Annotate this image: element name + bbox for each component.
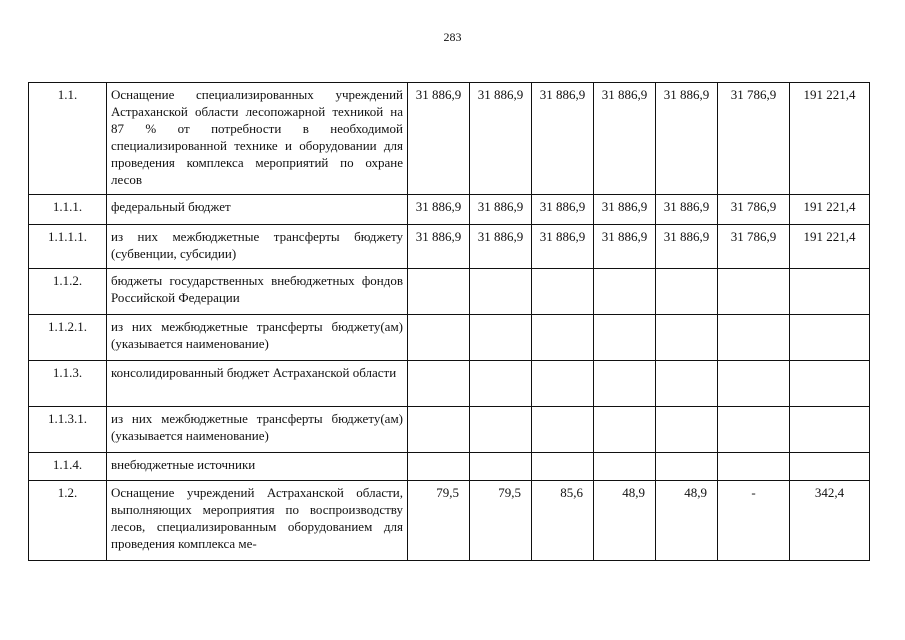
value-cell: 79,5: [408, 481, 470, 561]
total-cell: 191 221,4: [790, 225, 870, 269]
value-cell: 31 886,9: [532, 225, 594, 269]
row-description: из них межбюджетные трансферты бюджету (субвенции, субсидии): [107, 225, 408, 269]
value-cell: 31 786,9: [718, 195, 790, 225]
value-cell: [532, 269, 594, 315]
value-cell: [532, 453, 594, 481]
row-description: консолидированный бюджет Астраханской области: [107, 361, 408, 407]
table-row: [29, 453, 870, 481]
value-cell: [594, 269, 656, 315]
table-row: [29, 315, 870, 361]
value-cell: 31 886,9: [470, 225, 532, 269]
value-cell: [532, 315, 594, 361]
total-cell: 191 221,4: [790, 83, 870, 195]
budget-table: [28, 82, 870, 561]
value-cell: 31 886,9: [656, 225, 718, 269]
table-row: [29, 361, 870, 407]
value-cell: 31 786,9: [718, 83, 790, 195]
value-cell: 85,6: [532, 481, 594, 561]
table-row: [29, 481, 870, 561]
row-number: 1.1.1.1.: [29, 225, 107, 269]
value-cell: [532, 407, 594, 453]
total-cell: [790, 453, 870, 481]
value-cell: 31 886,9: [408, 83, 470, 195]
row-description: Оснащение учреждений Астраханской области, выполняющих мероприятия по воспроизводству лесов, специализированным оборудованием для проведения комплекса ме-: [107, 481, 408, 561]
value-cell: 31 886,9: [532, 83, 594, 195]
value-cell: [408, 315, 470, 361]
value-cell: [594, 407, 656, 453]
value-cell: [408, 407, 470, 453]
value-cell: 79,5: [470, 481, 532, 561]
value-cell: 48,9: [656, 481, 718, 561]
value-cell: [470, 269, 532, 315]
value-cell: [594, 453, 656, 481]
row-number: 1.1.2.1.: [29, 315, 107, 361]
value-cell: [470, 315, 532, 361]
value-cell: 31 886,9: [408, 195, 470, 225]
total-cell: [790, 407, 870, 453]
value-cell: 31 886,9: [470, 83, 532, 195]
value-cell: [532, 361, 594, 407]
row-description: бюджеты государственных внебюджетных фондов Российской Федерации: [107, 269, 408, 315]
value-cell: 31 886,9: [656, 83, 718, 195]
value-cell: [656, 269, 718, 315]
table-body: [29, 83, 870, 561]
row-description: из них межбюджетные трансферты бюджету(ам) (указывается наименование): [107, 315, 408, 361]
value-cell: 31 886,9: [594, 225, 656, 269]
total-cell: [790, 315, 870, 361]
value-cell: [408, 269, 470, 315]
value-cell: [408, 453, 470, 481]
value-cell: [470, 407, 532, 453]
row-number: 1.1.1.: [29, 195, 107, 225]
value-cell: -: [718, 481, 790, 561]
value-cell: [718, 361, 790, 407]
value-cell: [718, 407, 790, 453]
value-cell: [594, 315, 656, 361]
value-cell: [470, 361, 532, 407]
table-row: [29, 195, 870, 225]
value-cell: [656, 315, 718, 361]
row-number: 1.1.: [29, 83, 107, 195]
value-cell: [656, 407, 718, 453]
row-description: внебюджетные источники: [107, 453, 408, 481]
total-cell: [790, 269, 870, 315]
value-cell: [408, 361, 470, 407]
table-row: [29, 225, 870, 269]
value-cell: 31 886,9: [594, 83, 656, 195]
total-cell: [790, 361, 870, 407]
row-number: 1.1.3.: [29, 361, 107, 407]
row-number: 1.1.2.: [29, 269, 107, 315]
table-row: [29, 269, 870, 315]
value-cell: [470, 453, 532, 481]
table-row: [29, 407, 870, 453]
row-number: 1.1.3.1.: [29, 407, 107, 453]
value-cell: 31 886,9: [408, 225, 470, 269]
table-row: [29, 83, 870, 195]
value-cell: 31 886,9: [656, 195, 718, 225]
value-cell: 48,9: [594, 481, 656, 561]
value-cell: [656, 361, 718, 407]
row-description: Оснащение специализированных учреждений Астраханской области лесопожарной техникой на 87 % от потребности в необходимой специализированной технике и оборудовании для проведения комплекса мероприятий по охране лесов: [107, 83, 408, 195]
value-cell: 31 886,9: [532, 195, 594, 225]
page-number: 283: [443, 30, 462, 44]
row-description: федеральный бюджет: [107, 195, 408, 225]
row-number: 1.2.: [29, 481, 107, 561]
value-cell: 31 786,9: [718, 225, 790, 269]
value-cell: [656, 453, 718, 481]
total-cell: 342,4: [790, 481, 870, 561]
value-cell: [718, 269, 790, 315]
row-number: 1.1.4.: [29, 453, 107, 481]
value-cell: [718, 315, 790, 361]
value-cell: 31 886,9: [594, 195, 656, 225]
total-cell: 191 221,4: [790, 195, 870, 225]
value-cell: 31 886,9: [470, 195, 532, 225]
row-description: из них межбюджетные трансферты бюджету(ам) (указывается наименование): [107, 407, 408, 453]
value-cell: [594, 361, 656, 407]
value-cell: [718, 453, 790, 481]
